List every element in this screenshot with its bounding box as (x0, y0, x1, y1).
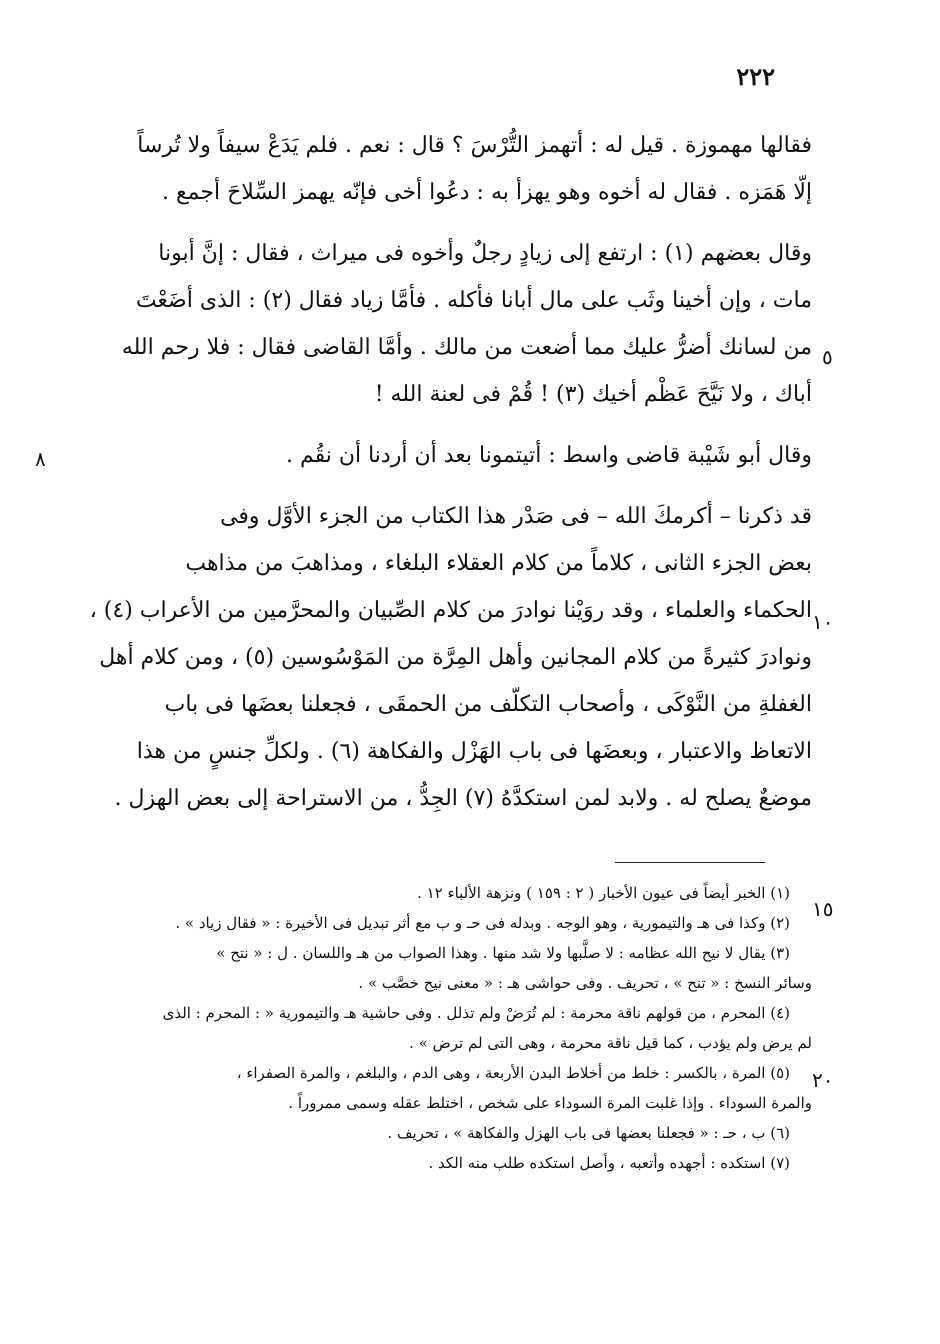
footnote-3: (٣) يقال لا نيح الله عظامه : لا صلَّبها ولا شد منها . وهذا الصواب من هـ واللسان . ل : « نتح » (216, 944, 790, 962)
footnote-4: (٤) المحرم ، من قولهم ناقة محرمة : لم تُرَضْ ولم تذلل . وفى حاشية هـ والتيمورية « : المحرم : الذى (162, 1004, 790, 1022)
footnotes (100, 878, 812, 1178)
line-marker-10: ١٠ (812, 610, 834, 634)
line-marker-20: ٢٠ (812, 1068, 834, 1092)
text-line: قد ذكرنا – أكرمكَ الله – فى صَدْر هذا الكتاب من الجزء الأوَّل وفى (220, 504, 812, 529)
text-line: الاتعاظ والاعتبار ، وبعضَها فى باب الهَزْل والفكاهة (٦) . ولكلِّ جنسٍ من هذا (136, 739, 812, 764)
footnote-6: (٦) ب ، حـ : « فجعلنا بعضها فى باب الهزل والفكاهة » ، تحريف . (387, 1124, 790, 1142)
footnote-4-cont: لم يرض ولم يؤدب ، كما قيل ناقة محرمة ، وهى التى لم ترض » . (409, 1034, 812, 1052)
text-line: وقال أبو شَيْبة قاضى واسط : أتيتمونا بعد أن أردنا أن نقُم . (285, 443, 812, 468)
text-line: مات ، وإن أخينا وثَب على مال أبانا فأكله . فأمَّا زياد فقال (٢) : الذى أضَعْتَ (135, 288, 812, 313)
footnote-3-cont: وسائر النسخ : « تنح » ، تحريف . وفى حواشى هـ : « معنى نيح خصَّب » . (358, 974, 812, 992)
text-line: فقالها مهموزة . قيل له : أتهمز التُّرْسَ ؟ قال : نعم . فلم يَدَعْ سيفاً ولا تُرساً (137, 133, 812, 158)
footnote-7: (٧) استكده : أجهده وأتعبه ، وأصل استكده طلب منه الكد . (428, 1154, 790, 1172)
text-line: الحكماء والعلماء ، وقد روَيْنا نوادرَ من كلام الصِّبيان والمحرَّمين من الأعراب (٤) ، (89, 598, 812, 623)
paragraph-4 (89, 493, 812, 822)
text-line: إلّا هَمَزه . فقال له أخوه وهو يهزأ به : دعُوا أخى فإنّه يهمز السِّلاحَ أجمع . (161, 180, 812, 205)
line-marker-8: ٨ (35, 447, 46, 471)
footnote-5: (٥) المرة ، بالكسر : خلط من أخلاط البدن الأربعة ، وهى الدم ، والبلغم ، والمرة الصفراء ، (236, 1064, 790, 1082)
footnote-5-cont: والمرة السوداء . وإذا غلبت المرة السوداء على شخص ، اختلط عقله وسمى ممروراً . (288, 1094, 812, 1112)
paragraph-2 (100, 230, 812, 418)
footnote-1: (١) الخبر أيضاً فى عيون الأخبار ( ٢ : ١٥٩ ) ونزهة الألباء ١٢ . (417, 884, 790, 902)
footnote-divider (615, 862, 765, 863)
line-marker-15: ١٥ (812, 897, 834, 921)
text-line: موضعٌ يصلح له . ولابد لمن استكدَّهُ (٧) الجِدُّ ، من الاستراحة إلى بعض الهزل . (114, 786, 812, 811)
footnote-2: (٢) وكذا فى هـ والتيمورية ، وهو الوجه . وبدله فى حـ و ب مع أثر تبديل فى الأخيرة : « فقال زياد » . (175, 914, 790, 932)
text-line: من لسانك أضرُّ عليك مما أضعت من مالك . وأمَّا القاضى فقال : فلا رحم الله (121, 335, 812, 360)
paragraph-1 (100, 122, 812, 216)
line-marker-5: ٥ (822, 345, 833, 369)
main-text (89, 122, 812, 836)
text-line: أباك ، ولا نَيَّحَ عَظْم أخيك (٣) ! قُمْ فى لعنة الله ! (374, 382, 812, 407)
page-number: ٢٢٢ (736, 62, 775, 91)
text-line: وقال بعضهم (١) : ارتفع إلى زيادٍ رجلٌ وأخوه فى ميراث ، فقال : إنَّ أبونا (158, 241, 812, 266)
text-line: ونوادرَ كثيرةً من كلام المجانين وأهل المِرَّة من المَوْسُوسين (٥) ، ومن كلام أهل (99, 645, 812, 670)
paragraph-3 (100, 432, 812, 479)
text-line: الغفلةِ من النَّوْكَى ، وأصحاب التكلّف من الحمقَى ، فجعلنا بعضَها فى باب (164, 692, 812, 717)
text-line: بعض الجزء الثانى ، كلاماً من كلام العقلاء البلغاء ، ومذاهبَ من مذاهب (185, 551, 812, 576)
